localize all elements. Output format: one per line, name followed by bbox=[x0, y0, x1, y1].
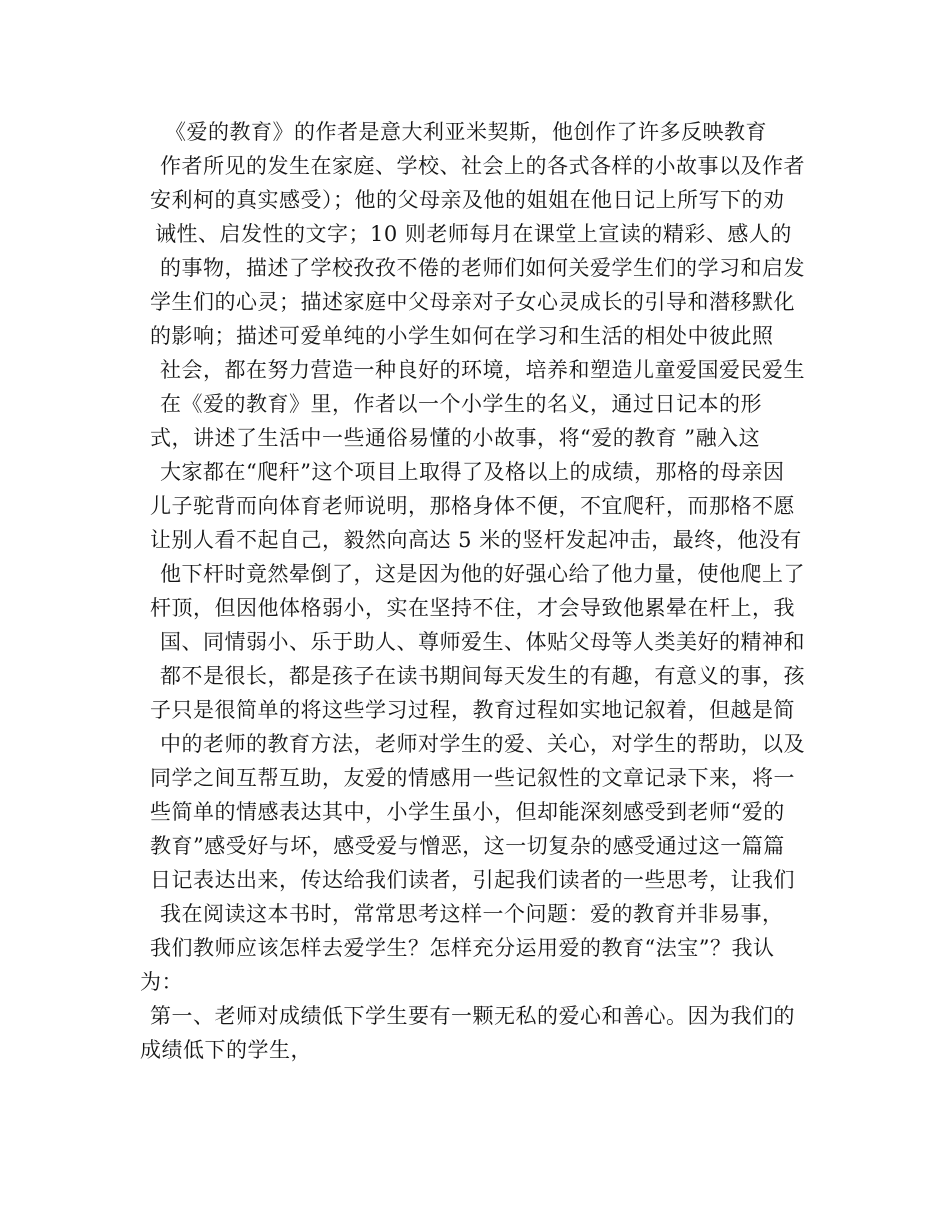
text-line: 大家都在“爬秆”这个项目上取得了及格以上的成绩，那格的母亲因 bbox=[160, 460, 785, 484]
text-line: 学生们的心灵；描述家庭中父母亲对子女心灵成长的引导和潜移默化 bbox=[150, 290, 795, 314]
text-line: 《爱的教育》的作者是意大利亚米契斯，他创作了许多反映教育 bbox=[165, 120, 767, 144]
text-line: 子只是很简单的将这些学习过程，教育过程如实地记叙着，但越是简 bbox=[150, 698, 795, 722]
text-line: 同学之间互帮互助，友爱的情感用一些记叙性的文章记录下来，将一 bbox=[150, 766, 795, 790]
text-line: 都不是很长，都是孩子在读书期间每天发生的有趣，有意义的事，孩 bbox=[160, 664, 805, 688]
text-line: 社会，都在努力营造一种良好的环境，培养和塑造儿童爱国爱民爱生 bbox=[160, 358, 805, 382]
text-line: 为： bbox=[140, 970, 183, 994]
text-line: 我们教师应该怎样去爱学生？怎样充分运用爱的教育“法宝”？我认 bbox=[150, 936, 775, 960]
text-line: 第一、老师对成绩低下学生要有一颗无私的爱心和善心。因为我们的 bbox=[150, 1004, 795, 1028]
text-line: 儿子驼背而向体育老师说明，那格身体不便，不宜爬秆，而那格不愿 bbox=[150, 494, 795, 518]
text-line: 在《爱的教育》里，作者以一个小学生的名义，通过日记本的形 bbox=[160, 392, 762, 416]
text-line: 式，讲述了生活中一些通俗易懂的小故事，将“爱的教育 ”融入这 bbox=[150, 426, 761, 450]
text-line: 安利柯的真实感受）；他的父母亲及他的姐姐在他日记上所写下的劝 bbox=[150, 188, 785, 212]
text-line: 国、同情弱小、乐于助人、尊师爱生、体贴父母等人类美好的精神和 bbox=[160, 630, 805, 654]
text-line: 他下杆时竟然晕倒了，这是因为他的好强心给了他力量，使他爬上了 bbox=[160, 562, 805, 586]
text-line: 些简单的情感表达其中，小学生虽小，但却能深刻感受到老师“爱的 bbox=[150, 800, 785, 824]
text-line: 杆顶，但因他体格弱小，实在坚持不住，才会导致他累晕在杆上，我 bbox=[150, 596, 795, 620]
text-line: 让别人看不起自己，毅然向高达 5 米的竖杆发起冲击，最终，他没有 bbox=[150, 528, 802, 552]
text-line: 的影响；描述可爱单纯的小学生如何在学习和生活的相处中彼此照 bbox=[150, 324, 774, 348]
text-line: 我在阅读这本书时，常常思考这样一个问题：爱的教育并非易事， bbox=[160, 902, 784, 926]
text-line: 作者所见的发生在家庭、学校、社会上的各式各样的小故事以及作者 bbox=[160, 154, 805, 178]
text-line: 成绩低下的学生， bbox=[140, 1038, 312, 1062]
text-line: 的事物，描述了学校孜孜不倦的老师们如何关爱学生们的学习和启发 bbox=[160, 256, 805, 280]
text-line: 中的老师的教育方法，老师对学生的爱、关心，对学生的帮助，以及 bbox=[160, 732, 805, 756]
text-line: 教育”感受好与坏，感受爱与憎恶，这一切复杂的感受通过这一篇篇 bbox=[150, 834, 785, 858]
text-line: 诫性、启发性的文字；10 则老师每月在课堂上宣读的精彩、感人的 bbox=[155, 222, 792, 246]
text-line: 日记表达出来，传达给我们读者，引起我们读者的一些思考，让我们 bbox=[150, 868, 795, 892]
